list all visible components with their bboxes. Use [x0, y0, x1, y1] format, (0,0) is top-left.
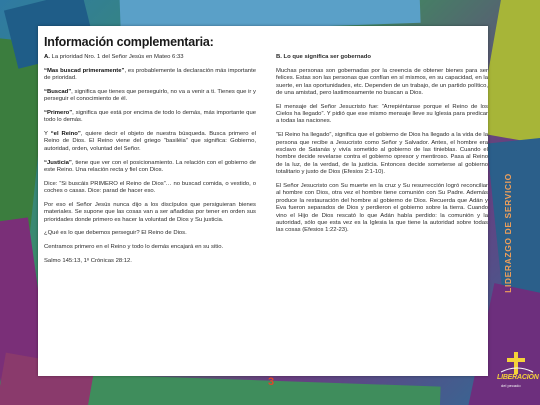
- paragraph: Por eso el Señor Jesús nunca dijo a los discípulos que persiguieran bienes materiales. Se supone que las cosas van a ser añadidas por tener en orden sus prioridades donde primero es hacer la voluntad de Dios y Su justicia.: [44, 201, 256, 223]
- page-number: 3: [267, 376, 275, 388]
- paragraph: “Buscad”, significa que tienes que perseguirlo, no va a venir a ti. Tienes que ir y perseguir el conocimiento de él.: [44, 88, 256, 103]
- right-column: [276, 54, 488, 241]
- paragraph: El mensaje del Señor Jesucristo fue: “Arrepiéntanse porque el Reino de los Cielos ha llegado”. Y pidió que ese mismo mensaje lleve su Iglesia para predicar a todas las naciones.: [276, 103, 488, 125]
- paragraph: Muchas personas son gobernadas por la creencia de obtener bienes para ser felices. Estas son las personas que confían en sí mismos, en su capacidad, en la suerte, en las oportunidades, etc. Dependen de un trabajo, de un partido político, de una amistad, pero lastimosamente no buscan a Dios.: [276, 67, 488, 96]
- side-label: LIDERAZGO DE SERVICIO: [503, 173, 513, 293]
- cross-icon: [497, 350, 537, 376]
- left-column: [44, 54, 256, 271]
- section-a-heading: A. La prioridad Nro. 1 del Señor Jesús en Mateo 6:33: [44, 54, 184, 60]
- paragraph: “Primero”, significa que está por encima de todo lo demás, más importante que todo lo demás.: [44, 109, 256, 124]
- paragraph: ¿Qué es lo que debemos perseguir? El Reino de Dios.: [44, 230, 187, 237]
- logo-subtitle: del pecado: [501, 383, 521, 388]
- paragraph: “Justicia”, tiene que ver con el posicionamiento. La relación con el gobierno de este Reino. Una relación recta y fiel con Dios.: [44, 159, 256, 173]
- paragraph: Y “el Reino”, quiere decir el objeto de nuestra búsqueda. Busca primero el Reino de Dios. El Reino viene del griego “basiléia” que significa: Gobierno, autoridad, orden, voluntad del Señor.: [44, 131, 256, 152]
- paragraph: El Señor Jesucristo con Su muerte en la cruz y Su resurrección logró reconciliar al hombre con Dios, otra vez el hombre tiene comunión con Su Padre. Además produce la restauración del hombre al gobierno de Dios. Recuerda que Adán y Eva fueron separados de Dios y perdieron el gobierno sobre la tierra. Cuando vino el Hijo de Dios rescató lo que Adán había perdido: la comunión y la autoridad, sólo que esta vez es la Iglesia la que tiene la autoridad sobre todas las cosas (Efesios 1:22-23).: [276, 182, 488, 234]
- logo-word: LIBERACIÓN: [497, 374, 539, 381]
- paragraph: Dice: “Si buscáis PRIMERO el Reino de Dios”… no buscad comida, o vestido, o coches o casas. Dice: parad de hacer eso.: [44, 180, 256, 195]
- paragraph: Centramos primero en el Reino y todo lo demás encajará en su sitio.: [44, 243, 224, 250]
- paragraph: “El Reino ha llegado”, significa que el gobierno de Dios ha llegado a la vida de la persona que recibe a Jesucristo como Señor y Salvador. Antes, el hombre era esclavo de Satanás y vivía sometido al gobierno de las tinieblas. Cuando el hombre decide revelarse contra el gobierno opresor y mentiroso. Pasa al Reino de la luz, de la verdad, de la justicia. Entonces decide someterse al gobierno totalitario y justo de Dios (Efesios 2:1-10).: [276, 132, 488, 176]
- page-title: Información complementaria:: [44, 35, 214, 49]
- liberacion-logo: [497, 350, 537, 396]
- reference: Salmo 145:13, 1º Crónicas 28:12.: [44, 257, 132, 264]
- document-page: [38, 26, 488, 376]
- section-b-heading: B. Lo que significa ser gobernado: [276, 54, 371, 60]
- paragraph: “Mas buscad primeramente”, es probablemente la declaración más importante de prioridad.: [44, 67, 256, 82]
